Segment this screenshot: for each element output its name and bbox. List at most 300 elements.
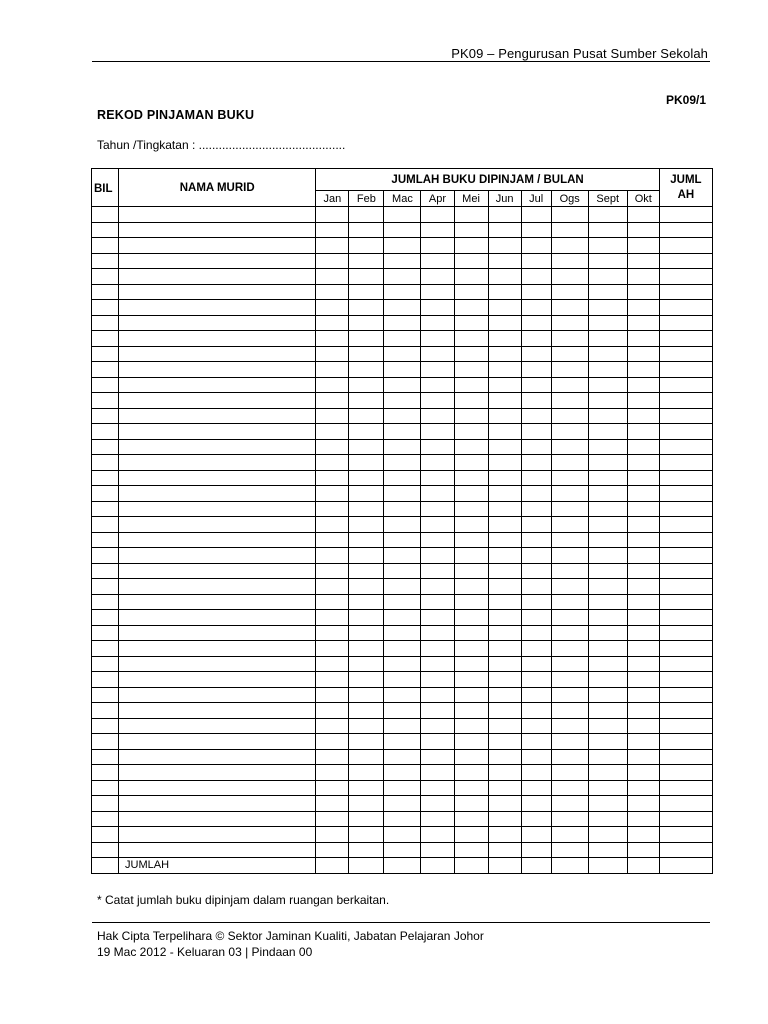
- table-cell: [659, 455, 712, 471]
- table-row: [92, 610, 713, 626]
- table-cell: [659, 424, 712, 440]
- table-cell: [627, 687, 659, 703]
- table-cell: [316, 734, 349, 750]
- table-cell: [627, 749, 659, 765]
- table-cell: [454, 811, 488, 827]
- table-cell: [384, 284, 421, 300]
- table-cell: [119, 703, 316, 719]
- table-cell: [421, 315, 454, 331]
- table-cell: [349, 346, 384, 362]
- table-cell: [384, 749, 421, 765]
- footer-divider: [92, 922, 710, 923]
- table-cell: [627, 362, 659, 378]
- table-cell: [521, 222, 551, 238]
- table-cell: [119, 517, 316, 533]
- table-row: [92, 501, 713, 517]
- table-cell: [421, 765, 454, 781]
- month-header-apr: Apr: [421, 191, 454, 207]
- table-row: [92, 269, 713, 285]
- table-cell: [316, 284, 349, 300]
- table-cell: [659, 377, 712, 393]
- table-cell: [349, 858, 384, 874]
- table-cell: [627, 439, 659, 455]
- table-cell: [588, 780, 627, 796]
- tahun-tingkatan-field: Tahun /Tingkatan : ............................................: [97, 138, 346, 152]
- table-cell: [488, 563, 521, 579]
- table-row: [92, 408, 713, 424]
- month-header-jul: Jul: [521, 191, 551, 207]
- table-cell: [588, 346, 627, 362]
- table-cell: [551, 842, 588, 858]
- table-cell: [316, 687, 349, 703]
- table-cell: [316, 362, 349, 378]
- table-cell: [384, 548, 421, 564]
- table-cell: [551, 253, 588, 269]
- table-row: [92, 749, 713, 765]
- table-cell: [421, 532, 454, 548]
- table-cell: [454, 331, 488, 347]
- table-cell: [588, 315, 627, 331]
- table-cell: [627, 408, 659, 424]
- table-cell: [384, 734, 421, 750]
- table-cell: [349, 486, 384, 502]
- table-cell: [659, 222, 712, 238]
- table-cell: [627, 393, 659, 409]
- table-cell: [316, 486, 349, 502]
- table-cell: [421, 672, 454, 688]
- table-cell: [588, 222, 627, 238]
- table-cell: [349, 517, 384, 533]
- table-cell: [488, 718, 521, 734]
- table-cell: [521, 625, 551, 641]
- table-cell: [488, 532, 521, 548]
- table-cell: [588, 827, 627, 843]
- table-cell: [421, 563, 454, 579]
- table-cell: [521, 300, 551, 316]
- table-cell: [627, 424, 659, 440]
- table-cell: [349, 331, 384, 347]
- table-cell: [588, 300, 627, 316]
- table-cell: [384, 455, 421, 471]
- table-cell: [349, 269, 384, 285]
- table-cell: [92, 284, 119, 300]
- table-cell: [627, 656, 659, 672]
- table-cell: [521, 842, 551, 858]
- table-cell: [588, 687, 627, 703]
- table-row: [92, 579, 713, 595]
- table-cell: [92, 408, 119, 424]
- table-cell: [659, 765, 712, 781]
- table-cell: [349, 439, 384, 455]
- table-cell: [588, 579, 627, 595]
- table-cell: [454, 687, 488, 703]
- table-cell: [488, 470, 521, 486]
- table-cell: [454, 579, 488, 595]
- table-cell: [384, 563, 421, 579]
- table-cell: [349, 455, 384, 471]
- table-cell: [92, 749, 119, 765]
- table-cell: [454, 424, 488, 440]
- table-cell: [384, 439, 421, 455]
- table-cell: [349, 284, 384, 300]
- table-cell: [92, 362, 119, 378]
- table-cell: [92, 455, 119, 471]
- month-header-jan: Jan: [316, 191, 349, 207]
- table-cell: [384, 300, 421, 316]
- table-cell: [551, 315, 588, 331]
- table-cell: [659, 594, 712, 610]
- table-row: [92, 362, 713, 378]
- table-cell: [588, 517, 627, 533]
- table-cell: [454, 222, 488, 238]
- table-cell: [349, 656, 384, 672]
- table-cell: [349, 377, 384, 393]
- table-cell: [421, 827, 454, 843]
- table-cell: [454, 470, 488, 486]
- table-cell: [92, 331, 119, 347]
- month-header-feb: Feb: [349, 191, 384, 207]
- table-cell: [627, 315, 659, 331]
- table-cell: [488, 222, 521, 238]
- table-cell: [454, 517, 488, 533]
- table-cell: [316, 439, 349, 455]
- table-cell: [488, 625, 521, 641]
- table-cell: [627, 455, 659, 471]
- table-cell: [588, 734, 627, 750]
- table-cell: [349, 780, 384, 796]
- table-cell: [588, 703, 627, 719]
- table-cell: [92, 269, 119, 285]
- table-cell: [316, 610, 349, 626]
- table-cell: [421, 222, 454, 238]
- table-cell: [659, 687, 712, 703]
- table-cell: [454, 641, 488, 657]
- table-cell: [627, 377, 659, 393]
- table-cell: [454, 610, 488, 626]
- table-cell: [119, 780, 316, 796]
- table-cell: [119, 749, 316, 765]
- table-cell: [316, 253, 349, 269]
- table-cell: [551, 796, 588, 812]
- table-cell: [659, 827, 712, 843]
- table-cell: [454, 594, 488, 610]
- table-cell: [454, 656, 488, 672]
- table-cell: [659, 393, 712, 409]
- header-jumlah-line2: AH: [677, 189, 695, 201]
- table-cell: [119, 842, 316, 858]
- table-cell: [119, 687, 316, 703]
- table-cell: [488, 734, 521, 750]
- table-cell: [488, 362, 521, 378]
- table-cell: [92, 734, 119, 750]
- table-cell: [659, 439, 712, 455]
- table-cell: [521, 439, 551, 455]
- table-cell: [521, 207, 551, 223]
- document-header-title: PK09 – Pengurusan Pusat Sumber Sekolah: [451, 46, 708, 61]
- table-cell: [349, 207, 384, 223]
- table-cell: [454, 827, 488, 843]
- instruction-note: * Catat jumlah buku dipinjam dalam ruangan berkaitan.: [97, 893, 390, 907]
- table-cell: [627, 346, 659, 362]
- table-cell: [454, 703, 488, 719]
- table-cell: [659, 796, 712, 812]
- table-cell: [316, 858, 349, 874]
- table-row: [92, 842, 713, 858]
- table-cell: [349, 610, 384, 626]
- table-cell: [349, 594, 384, 610]
- table-cell: [421, 610, 454, 626]
- table-cell: [92, 672, 119, 688]
- table-row: [92, 656, 713, 672]
- table-cell: [659, 811, 712, 827]
- table-cell: [421, 346, 454, 362]
- table-cell: [421, 517, 454, 533]
- table-cell: [92, 842, 119, 858]
- table-cell: [92, 253, 119, 269]
- table-cell: [316, 842, 349, 858]
- table-cell: [454, 269, 488, 285]
- table-cell: [488, 284, 521, 300]
- table-row: [92, 827, 713, 843]
- table-cell: [92, 625, 119, 641]
- table-row: [92, 796, 713, 812]
- table-cell: [659, 672, 712, 688]
- table-cell: [454, 253, 488, 269]
- table-cell: [92, 610, 119, 626]
- table-cell: [488, 594, 521, 610]
- table-cell: [421, 734, 454, 750]
- table-row: [92, 284, 713, 300]
- table-cell: [488, 439, 521, 455]
- table-cell: [119, 672, 316, 688]
- table-cell: [627, 238, 659, 254]
- table-cell: [384, 238, 421, 254]
- table-cell: [119, 796, 316, 812]
- table-cell: [384, 269, 421, 285]
- table-cell: [421, 811, 454, 827]
- table-cell: [119, 718, 316, 734]
- table-cell: [488, 238, 521, 254]
- table-cell: [384, 641, 421, 657]
- table-cell: [384, 811, 421, 827]
- table-cell: [92, 579, 119, 595]
- table-cell: [659, 207, 712, 223]
- table-cell: [454, 780, 488, 796]
- table-cell: [521, 284, 551, 300]
- table-cell: [551, 424, 588, 440]
- table-cell: [488, 315, 521, 331]
- table-cell: [627, 563, 659, 579]
- table-cell: [384, 532, 421, 548]
- table-cell: [551, 811, 588, 827]
- table-cell: [588, 362, 627, 378]
- table-row: [92, 563, 713, 579]
- table-cell: [551, 703, 588, 719]
- form-title: REKOD PINJAMAN BUKU: [97, 108, 255, 122]
- table-row: [92, 486, 713, 502]
- table-cell: [627, 842, 659, 858]
- table-cell: [119, 424, 316, 440]
- table-cell: [92, 424, 119, 440]
- total-row: [92, 858, 713, 874]
- table-cell: [454, 858, 488, 874]
- table-cell: [384, 207, 421, 223]
- table-cell: [316, 393, 349, 409]
- table-cell: [454, 362, 488, 378]
- table-cell: [119, 827, 316, 843]
- table-cell: [488, 455, 521, 471]
- table-cell: [551, 362, 588, 378]
- table-cell: [551, 222, 588, 238]
- table-cell: [384, 470, 421, 486]
- table-cell: [421, 331, 454, 347]
- table-cell: [119, 501, 316, 517]
- table-row: [92, 718, 713, 734]
- table-cell: [92, 641, 119, 657]
- table-cell: [551, 517, 588, 533]
- table-cell: [521, 579, 551, 595]
- table-cell: [421, 796, 454, 812]
- table-cell: [384, 346, 421, 362]
- table-cell: [421, 393, 454, 409]
- table-cell: [588, 501, 627, 517]
- table-cell: [521, 501, 551, 517]
- table-cell: [349, 501, 384, 517]
- table-cell: [421, 780, 454, 796]
- table-cell: [454, 625, 488, 641]
- table-cell: [421, 408, 454, 424]
- table-cell: [488, 300, 521, 316]
- table-cell: [521, 811, 551, 827]
- table-cell: [421, 207, 454, 223]
- table-cell: [454, 393, 488, 409]
- table-cell: [119, 641, 316, 657]
- table-cell: [421, 656, 454, 672]
- table-cell: [551, 641, 588, 657]
- header-jumlah-line1: JUML: [670, 174, 702, 186]
- table-cell: [421, 269, 454, 285]
- table-cell: [521, 315, 551, 331]
- table-cell: [588, 796, 627, 812]
- table-cell: [659, 238, 712, 254]
- table-cell: [521, 765, 551, 781]
- table-cell: [627, 331, 659, 347]
- table-cell: [316, 594, 349, 610]
- table-cell: [588, 641, 627, 657]
- table-cell: [588, 842, 627, 858]
- table-cell: [92, 300, 119, 316]
- table-cell: [119, 284, 316, 300]
- total-label: JUMLAH: [119, 858, 316, 874]
- table-cell: [349, 222, 384, 238]
- table-cell: [316, 331, 349, 347]
- table-cell: [588, 331, 627, 347]
- table-cell: [384, 331, 421, 347]
- table-cell: [316, 827, 349, 843]
- table-cell: [627, 300, 659, 316]
- table-cell: [627, 548, 659, 564]
- table-cell: [316, 517, 349, 533]
- table-cell: [454, 734, 488, 750]
- table-cell: [92, 811, 119, 827]
- table-row: [92, 687, 713, 703]
- table-cell: [316, 238, 349, 254]
- table-cell: [627, 284, 659, 300]
- table-cell: [384, 610, 421, 626]
- table-cell: [92, 377, 119, 393]
- table-cell: [627, 796, 659, 812]
- table-cell: [384, 765, 421, 781]
- table-cell: [488, 346, 521, 362]
- table-cell: [384, 703, 421, 719]
- table-cell: [521, 780, 551, 796]
- table-cell: [551, 656, 588, 672]
- table-cell: [521, 470, 551, 486]
- table-cell: [92, 780, 119, 796]
- table-cell: [551, 207, 588, 223]
- table-cell: [92, 703, 119, 719]
- table-cell: [421, 486, 454, 502]
- table-cell: [627, 486, 659, 502]
- table-cell: [588, 439, 627, 455]
- table-cell: [588, 377, 627, 393]
- table-cell: [659, 315, 712, 331]
- table-cell: [349, 362, 384, 378]
- table-cell: [92, 827, 119, 843]
- table-cell: [454, 718, 488, 734]
- table-row: [92, 207, 713, 223]
- table-cell: [316, 424, 349, 440]
- table-cell: [92, 470, 119, 486]
- table-cell: [659, 734, 712, 750]
- table-cell: [384, 672, 421, 688]
- table-cell: [521, 517, 551, 533]
- table-cell: [92, 393, 119, 409]
- table-cell: [384, 579, 421, 595]
- table-cell: [521, 424, 551, 440]
- table-cell: [588, 424, 627, 440]
- table-cell: [454, 207, 488, 223]
- table-cell: [521, 486, 551, 502]
- table-cell: [316, 548, 349, 564]
- table-cell: [659, 780, 712, 796]
- table-cell: [349, 470, 384, 486]
- table-cell: [488, 253, 521, 269]
- table-row: [92, 424, 713, 440]
- table-cell: [454, 842, 488, 858]
- table-cell: [421, 749, 454, 765]
- table-row: [92, 765, 713, 781]
- table-cell: [119, 207, 316, 223]
- table-cell: [521, 718, 551, 734]
- table-cell: [627, 780, 659, 796]
- table-cell: [119, 346, 316, 362]
- table-cell: [588, 811, 627, 827]
- table-cell: [488, 842, 521, 858]
- table-row: [92, 780, 713, 796]
- table-cell: [316, 300, 349, 316]
- table-row: [92, 253, 713, 269]
- table-cell: [627, 718, 659, 734]
- table-cell: [488, 827, 521, 843]
- table-cell: [551, 408, 588, 424]
- table-cell: [316, 625, 349, 641]
- table-cell: [421, 470, 454, 486]
- table-cell: [588, 563, 627, 579]
- table-cell: [551, 579, 588, 595]
- table-cell: [521, 377, 551, 393]
- table-cell: [349, 253, 384, 269]
